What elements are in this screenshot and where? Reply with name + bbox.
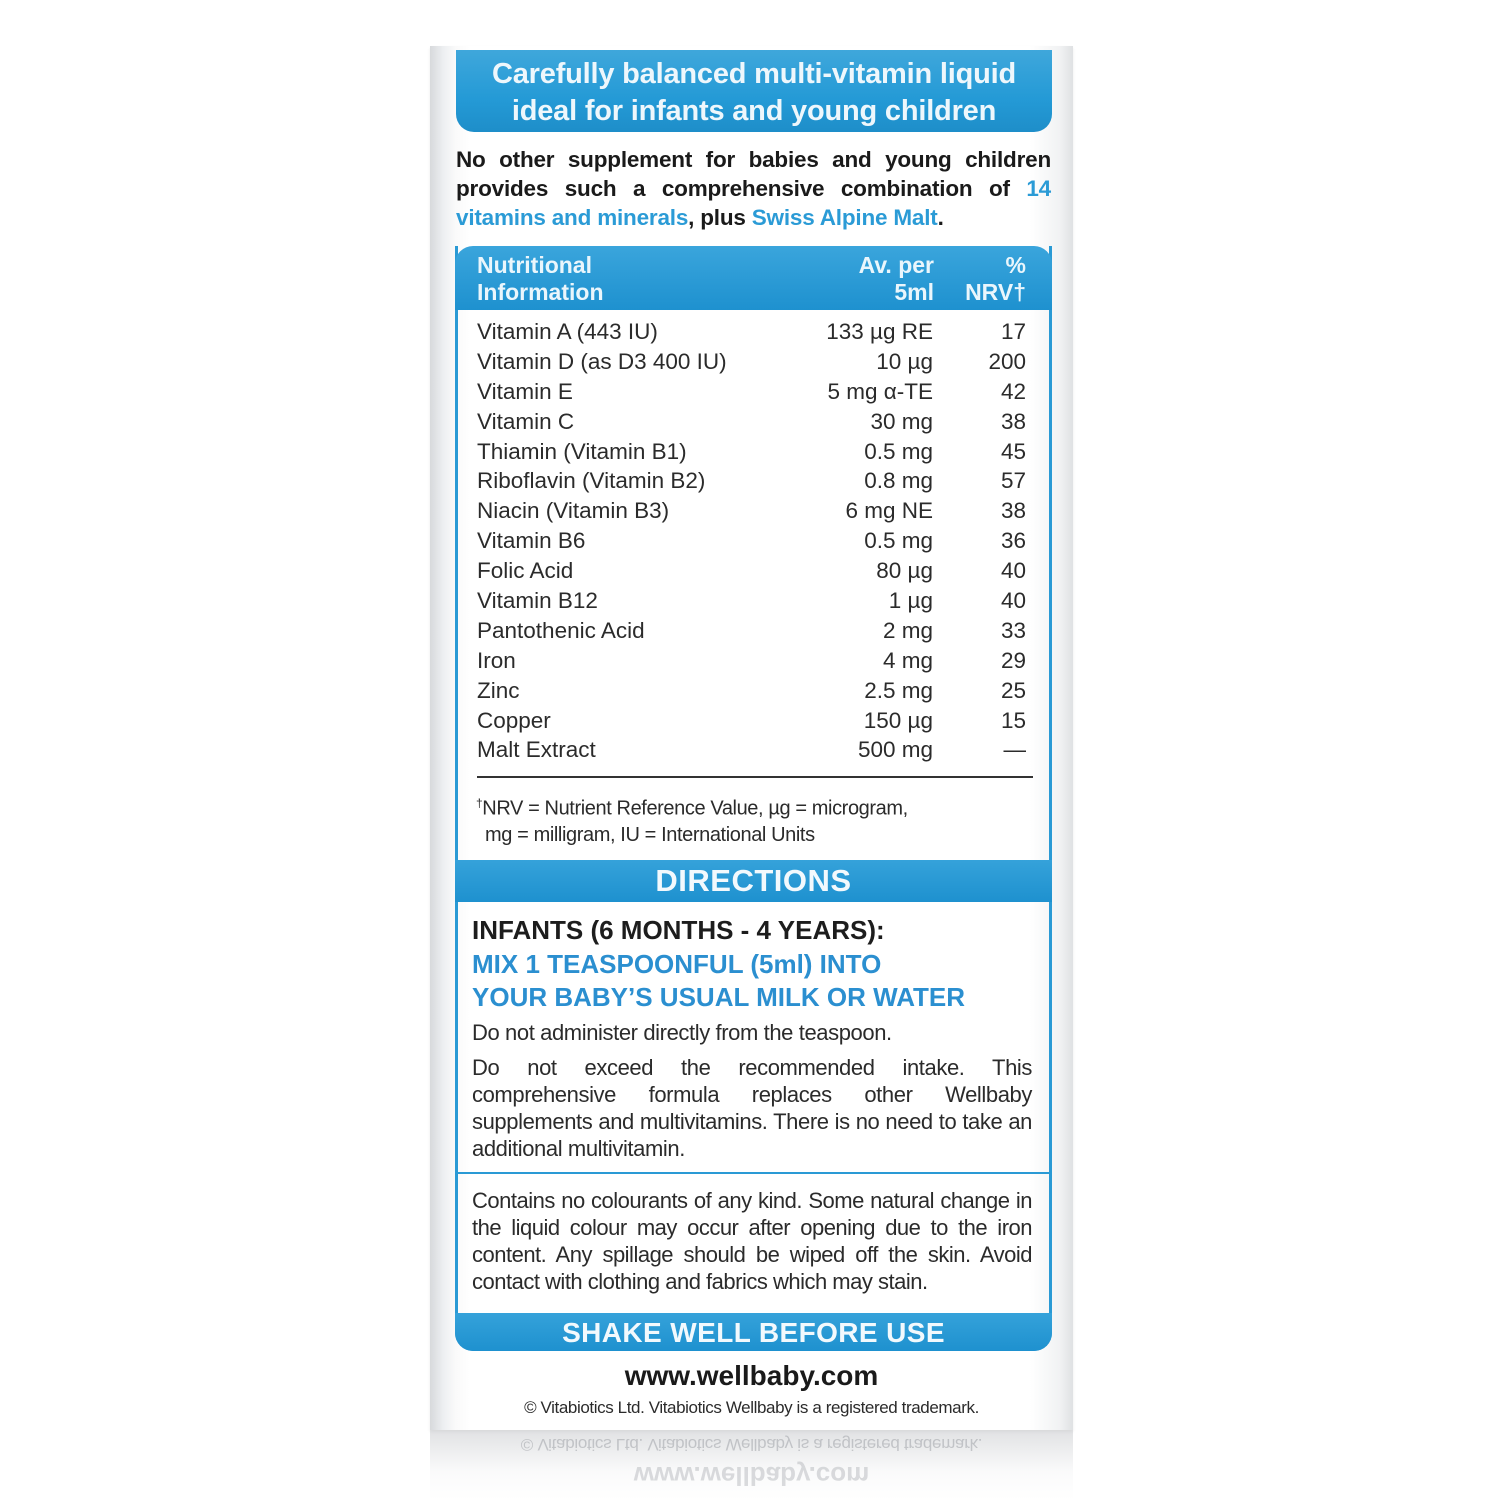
nutrient-nrv: 25 xyxy=(1000,677,1026,703)
nutrient-amount: 133 µg RE xyxy=(826,319,933,344)
nutrient-name: Vitamin B12 xyxy=(477,588,598,614)
nutrient-amount: 1 µg xyxy=(888,588,933,614)
table-row xyxy=(477,648,1033,678)
nrv-footnote xyxy=(476,790,1036,848)
directions-mix-line1: MIX 1 TEASPOONFUL (5ml) INTO xyxy=(472,949,882,979)
nutrient-amount: 0.5 mg xyxy=(864,528,933,554)
directions-divider xyxy=(458,1172,1049,1174)
directions-mix xyxy=(472,948,965,1014)
nutrient-amount: 150 µg xyxy=(863,707,933,733)
nutrient-name: Copper xyxy=(477,707,551,733)
nutrient-nrv: — xyxy=(1003,737,1026,763)
nutrient-amount: 10 µg xyxy=(876,348,933,374)
footnote-line-2: mg = milligram, IU = International Units xyxy=(485,823,815,846)
nutrient-nrv: 42 xyxy=(1000,378,1026,404)
nutrient-amount: 5 mg α-TE xyxy=(827,378,933,404)
table-row xyxy=(477,498,1033,528)
nutrition-header-amount xyxy=(794,252,934,306)
nutrient-amount: 2 mg xyxy=(882,617,933,643)
nutrition-header-nrv-line2: NRV† xyxy=(965,279,1026,305)
nutrition-header xyxy=(455,246,1052,310)
nutrition-header-amount-line2: 5ml xyxy=(894,279,934,305)
nutrient-name: Iron xyxy=(477,647,516,673)
table-bottom-rule xyxy=(477,776,1033,778)
table-row xyxy=(477,439,1033,469)
nutrition-header-label xyxy=(477,252,604,306)
nutrition-table xyxy=(477,319,1033,767)
intro-text-middle: , plus xyxy=(688,205,752,230)
headline-line-2: ideal for infants and young children xyxy=(511,95,997,127)
nutrient-amount: 4 mg xyxy=(882,647,933,673)
directions-mix-line2: YOUR BABY’S USUAL MILK OR WATER xyxy=(472,982,966,1012)
nutrition-header-nrv-line1: % xyxy=(1005,252,1026,278)
colour-note: Contains no colourants of any kind. Some natural change in the liquid colour may occur after opening due to the iron content. Any spillage should be wiped off the skin. Avoid contact with clothing and fabrics which may stain. xyxy=(472,1188,1032,1294)
nutrient-nrv: 45 xyxy=(1000,438,1026,464)
nutrition-header-label-line2: Information xyxy=(477,279,604,305)
nutrient-amount: 0.8 mg xyxy=(864,468,933,494)
nutrient-nrv: 38 xyxy=(1000,498,1026,524)
nutrient-amount: 6 mg NE xyxy=(845,498,933,524)
nutrient-name: Pantothenic Acid xyxy=(477,617,645,643)
nutrient-name: Vitamin E xyxy=(477,378,573,404)
directions-infants: INFANTS (6 MONTHS - 4 YEARS): xyxy=(472,915,885,945)
nutrient-name: Vitamin B6 xyxy=(477,528,586,554)
nutrient-name: Folic Acid xyxy=(477,558,574,584)
shake-banner: SHAKE WELL BEFORE USE xyxy=(455,1313,1052,1351)
headline-line-1: Carefully balanced multi-vitamin liquid xyxy=(492,58,1016,90)
intro-highlight-malt: Swiss Alpine Malt xyxy=(751,205,938,230)
headline-banner xyxy=(456,50,1052,132)
nutrient-name: Thiamin (Vitamin B1) xyxy=(477,438,687,464)
nutrient-name: Vitamin A (443 IU) xyxy=(477,319,658,344)
table-row xyxy=(477,409,1033,439)
nutrient-nrv: 17 xyxy=(1000,319,1026,344)
nutrient-amount: 2.5 mg xyxy=(864,677,933,703)
intro-text-after: . xyxy=(937,205,944,230)
table-row xyxy=(477,708,1033,738)
nutrient-nrv: 15 xyxy=(1000,707,1026,733)
footnote-mark: † xyxy=(476,796,483,810)
nutrient-amount: 30 mg xyxy=(870,408,933,434)
table-row xyxy=(477,737,1033,767)
table-row xyxy=(477,468,1033,498)
table-row xyxy=(477,528,1033,558)
table-row xyxy=(477,349,1033,379)
nutrient-nrv: 38 xyxy=(1000,408,1026,434)
intro-text-before: No other supplement for babies and young children provides such a comprehensive combination of xyxy=(456,147,1051,201)
nutrient-nrv: 200 xyxy=(988,348,1026,374)
copyright-line: © Vitabiotics Ltd. Vitabiotics Wellbaby is a registered trademark. xyxy=(524,1398,979,1417)
nutrient-nrv: 33 xyxy=(1000,617,1026,643)
reflection-url: www.wellbaby.com xyxy=(633,1461,870,1491)
nutrient-nrv: 36 xyxy=(1000,528,1026,554)
website-url: www.wellbaby.com xyxy=(624,1360,879,1391)
nutrient-name: Riboflavin (Vitamin B2) xyxy=(477,468,706,494)
table-row xyxy=(477,618,1033,648)
intro-paragraph xyxy=(456,145,1051,232)
nutrition-header-amount-line1: Av. per xyxy=(858,252,934,278)
nutrient-nrv: 57 xyxy=(1000,468,1026,494)
nutrient-nrv: 40 xyxy=(1000,558,1026,584)
nutrient-name: Niacin (Vitamin B3) xyxy=(477,498,670,524)
table-row xyxy=(477,379,1033,409)
nutrient-amount: 80 µg xyxy=(876,558,933,584)
directions-title: DIRECTIONS xyxy=(455,860,1052,902)
footnote-line-1 xyxy=(476,790,1036,822)
directions-para-2: Do not exceed the recommended intake. This comprehensive formula replaces other Wellbaby supplements and multivitamins. There is no need to take an additional multivitamin. xyxy=(472,1055,1032,1161)
footnote-line-1-text: NRV = Nutrient Reference Value, µg = microgram, xyxy=(482,797,908,820)
table-row xyxy=(477,678,1033,708)
nutrient-nrv: 29 xyxy=(1000,647,1026,673)
table-row xyxy=(477,588,1033,618)
intro-highlight-vitamins: 14 vitamins and minerals xyxy=(456,176,1051,230)
nutrition-header-label-line1: Nutritional xyxy=(477,252,592,278)
nutrient-name: Vitamin C xyxy=(477,408,575,434)
nutrient-nrv: 40 xyxy=(1000,588,1026,614)
nutrition-header-nrv xyxy=(946,252,1026,306)
nutrient-name: Zinc xyxy=(477,677,520,703)
nutrient-amount: 500 mg xyxy=(857,737,933,763)
nutrient-name: Malt Extract xyxy=(477,737,596,763)
table-row xyxy=(477,558,1033,588)
package-reflection xyxy=(430,1430,1073,1500)
nutrient-name: Vitamin D (as D3 400 IU) xyxy=(477,348,727,374)
directions-para-1: Do not administer directly from the teaspoon. xyxy=(472,1020,892,1045)
nutrient-amount: 0.5 mg xyxy=(864,438,933,464)
table-row xyxy=(477,319,1033,349)
reflection-copyright: © Vitabiotics Ltd. Vitabiotics Wellbaby is a registered trademark. xyxy=(520,1435,983,1454)
